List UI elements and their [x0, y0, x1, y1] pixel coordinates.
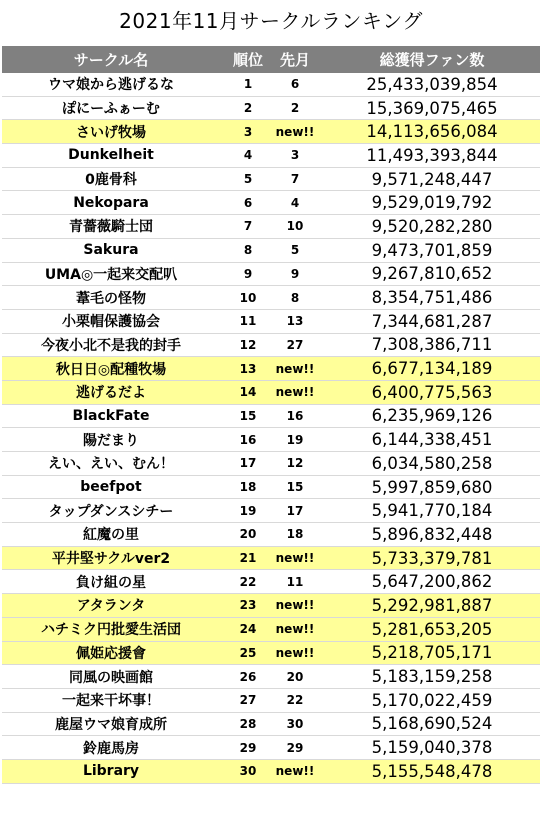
prev-month-value: 3: [290, 148, 300, 163]
table-row: [2, 263, 540, 287]
table-row: [2, 618, 540, 642]
prev-month-value: 6: [290, 77, 300, 92]
table-row: [2, 97, 540, 121]
rank-value: 27: [239, 693, 257, 708]
header-prev-month: 先月: [279, 51, 310, 69]
header-rank: 順位: [232, 51, 263, 69]
circle-name: UMA◎一起来交配叭: [44, 266, 178, 283]
table-row: [2, 334, 540, 358]
prev-month-value: new!!: [275, 764, 315, 779]
rank-value: 23: [239, 598, 257, 613]
total-fans-value: 7,308,386,711: [371, 335, 493, 355]
rank-value: 3: [243, 124, 253, 139]
rank-value: 7: [243, 219, 253, 234]
total-fans-value: 5,997,859,680: [371, 477, 493, 497]
rank-value: 14: [239, 385, 257, 400]
rank-value: 5: [243, 172, 253, 187]
prev-month-value: 13: [286, 314, 304, 329]
table-row: [2, 476, 540, 500]
prev-month-value: 9: [290, 266, 300, 281]
table-header-row: [2, 46, 540, 73]
rank-value: 16: [239, 432, 257, 447]
rank-value: 20: [239, 527, 257, 542]
table-row: [2, 215, 540, 239]
table-row: [2, 499, 540, 523]
rank-value: 1: [243, 77, 253, 92]
rank-value: 2: [243, 101, 253, 116]
table-row: [2, 239, 540, 263]
page-title: 2021年11月サークルランキング: [119, 9, 423, 33]
rank-value: 10: [239, 290, 257, 305]
circle-name: 同風の映画館: [69, 669, 153, 686]
circle-name: 一起来干坏事！: [62, 693, 160, 710]
prev-month-value: 4: [290, 195, 300, 210]
table-row: [2, 428, 540, 452]
total-fans-value: 5,281,653,205: [371, 619, 493, 639]
total-fans-value: 5,218,705,171: [371, 643, 493, 663]
circle-name: 0鹿骨科: [85, 172, 137, 189]
rank-value: 17: [239, 456, 257, 471]
total-fans-value: 9,529,019,792: [371, 193, 493, 213]
table-row: [2, 120, 540, 144]
rank-value: 26: [239, 669, 257, 684]
total-fans-value: 5,733,379,781: [371, 548, 493, 568]
rank-value: 13: [239, 361, 257, 376]
prev-month-value: 12: [286, 456, 304, 471]
table-row: [2, 286, 540, 310]
table-row: [2, 73, 540, 97]
rank-value: 19: [239, 503, 257, 518]
prev-month-value: 5: [290, 243, 300, 258]
prev-month-value: new!!: [275, 124, 315, 139]
prev-month-value: 7: [290, 172, 300, 187]
prev-month-value: 27: [286, 337, 304, 352]
circle-name: 紅魔の里: [83, 527, 139, 544]
prev-month-value: 18: [286, 527, 304, 542]
total-fans-value: 6,400,775,563: [371, 382, 493, 402]
total-fans-value: 5,941,770,184: [371, 501, 493, 521]
circle-name: アタランタ: [76, 598, 146, 615]
prev-month-value: new!!: [275, 361, 315, 376]
circle-name: さいげ牧場: [76, 124, 146, 141]
rank-value: 30: [239, 764, 257, 779]
circle-name: beefpot: [80, 479, 142, 496]
prev-month-value: new!!: [275, 385, 315, 400]
circle-name: 今夜小北不是我的封手: [41, 337, 181, 354]
total-fans-value: 9,571,248,447: [371, 169, 493, 189]
total-fans-value: 5,159,040,378: [371, 738, 493, 758]
circle-name: Library: [82, 763, 140, 780]
table-row: [2, 452, 540, 476]
circle-name: 秋日日◎配種牧場: [55, 361, 167, 378]
total-fans-value: 6,144,338,451: [371, 430, 493, 450]
table-row: [2, 168, 540, 192]
ranking-table: [2, 46, 540, 784]
table-row: [2, 713, 540, 737]
prev-month-value: 10: [286, 219, 304, 234]
circle-name: 小栗帽保護協会: [62, 314, 160, 331]
total-fans-value: 9,473,701,859: [371, 240, 493, 260]
circle-name: 鹿屋ウマ娘育成所: [55, 716, 167, 733]
prev-month-value: 22: [286, 693, 304, 708]
prev-month-value: 19: [286, 432, 304, 447]
prev-month-value: 11: [286, 574, 304, 589]
circle-name: 平井堅サクルver2: [51, 551, 171, 568]
table-row: [2, 144, 540, 168]
rank-value: 28: [239, 716, 257, 731]
circle-name: 青薔薇騎士団: [69, 219, 153, 236]
rank-value: 6: [243, 195, 253, 210]
circle-name: タップダンスシチー: [48, 503, 174, 520]
total-fans-value: 11,493,393,844: [366, 145, 498, 165]
total-fans-value: 5,292,981,887: [371, 595, 493, 615]
prev-month-value: 30: [286, 716, 304, 731]
rank-value: 21: [239, 551, 257, 566]
total-fans-value: 15,369,075,465: [366, 98, 498, 118]
prev-month-value: 20: [286, 669, 304, 684]
prev-month-value: 17: [286, 503, 304, 518]
circle-name: BlackFate: [72, 407, 150, 424]
circle-name: ぽにーふぁーむ: [62, 101, 160, 118]
table-row: [2, 191, 540, 215]
rank-value: 15: [239, 408, 257, 423]
prev-month-value: new!!: [275, 645, 315, 660]
table-row: [2, 547, 540, 571]
prev-month-value: 15: [286, 480, 304, 495]
circle-name: Dunkelheit: [68, 147, 154, 164]
prev-month-value: 29: [286, 740, 304, 755]
table-row: [2, 642, 540, 666]
prev-month-value: 16: [286, 408, 304, 423]
total-fans-value: 6,235,969,126: [371, 406, 493, 426]
rank-value: 18: [239, 480, 257, 495]
header-total-fans: 総獲得ファン数: [379, 51, 485, 69]
table-row: [2, 310, 540, 334]
total-fans-value: 25,433,039,854: [366, 74, 498, 94]
prev-month-value: 8: [290, 290, 300, 305]
circle-name: 鈴鹿馬房: [83, 740, 139, 757]
total-fans-value: 8,354,751,486: [371, 288, 493, 308]
total-fans-value: 5,647,200,862: [371, 572, 493, 592]
total-fans-value: 9,267,810,652: [371, 264, 493, 284]
total-fans-value: 14,113,656,084: [366, 122, 498, 142]
table-row: [2, 381, 540, 405]
table-row: [2, 665, 540, 689]
prev-month-value: new!!: [275, 598, 315, 613]
table-row: [2, 570, 540, 594]
table-body: [2, 73, 540, 784]
table-row: [2, 594, 540, 618]
rank-value: 22: [239, 574, 257, 589]
total-fans-value: 5,155,548,478: [371, 761, 493, 781]
table-row: [2, 523, 540, 547]
table-row: [2, 405, 540, 429]
table-row: [2, 689, 540, 713]
prev-month-value: new!!: [275, 551, 315, 566]
prev-month-value: new!!: [275, 622, 315, 637]
total-fans-value: 5,168,690,524: [371, 714, 493, 734]
circle-name: Sakura: [83, 242, 139, 259]
circle-name: 負け組の星: [76, 574, 146, 591]
header-circle-name: サークル名: [73, 51, 149, 69]
total-fans-value: 6,034,580,258: [371, 453, 493, 473]
total-fans-value: 9,520,282,280: [371, 216, 493, 236]
rank-value: 11: [239, 314, 257, 329]
total-fans-value: 5,183,159,258: [371, 667, 493, 687]
rank-value: 12: [239, 337, 257, 352]
circle-name: ウマ娘から逃げるな: [48, 77, 174, 94]
circle-name: えい、えい、むん！: [48, 456, 174, 473]
rank-value: 29: [239, 740, 257, 755]
circle-name: 葦毛の怪物: [76, 290, 146, 307]
rank-value: 9: [243, 266, 253, 281]
circle-name: Nekopara: [73, 194, 149, 211]
rank-value: 25: [239, 645, 257, 660]
total-fans-value: 7,344,681,287: [371, 311, 493, 331]
circle-name: 陽だまり: [83, 432, 139, 449]
circle-name: ハチミク円批愛生活団: [41, 622, 181, 639]
table-row: [2, 357, 540, 381]
rank-value: 8: [243, 243, 253, 258]
total-fans-value: 5,170,022,459: [371, 690, 493, 710]
table-row: [2, 736, 540, 760]
total-fans-value: 5,896,832,448: [371, 524, 493, 544]
circle-name: 佩姫応援會: [76, 645, 146, 662]
circle-name: 逃げるだよ: [76, 385, 146, 402]
rank-value: 24: [239, 622, 257, 637]
rank-value: 4: [243, 148, 253, 163]
table-row: [2, 760, 540, 784]
prev-month-value: 2: [290, 101, 300, 116]
total-fans-value: 6,677,134,189: [371, 359, 493, 379]
